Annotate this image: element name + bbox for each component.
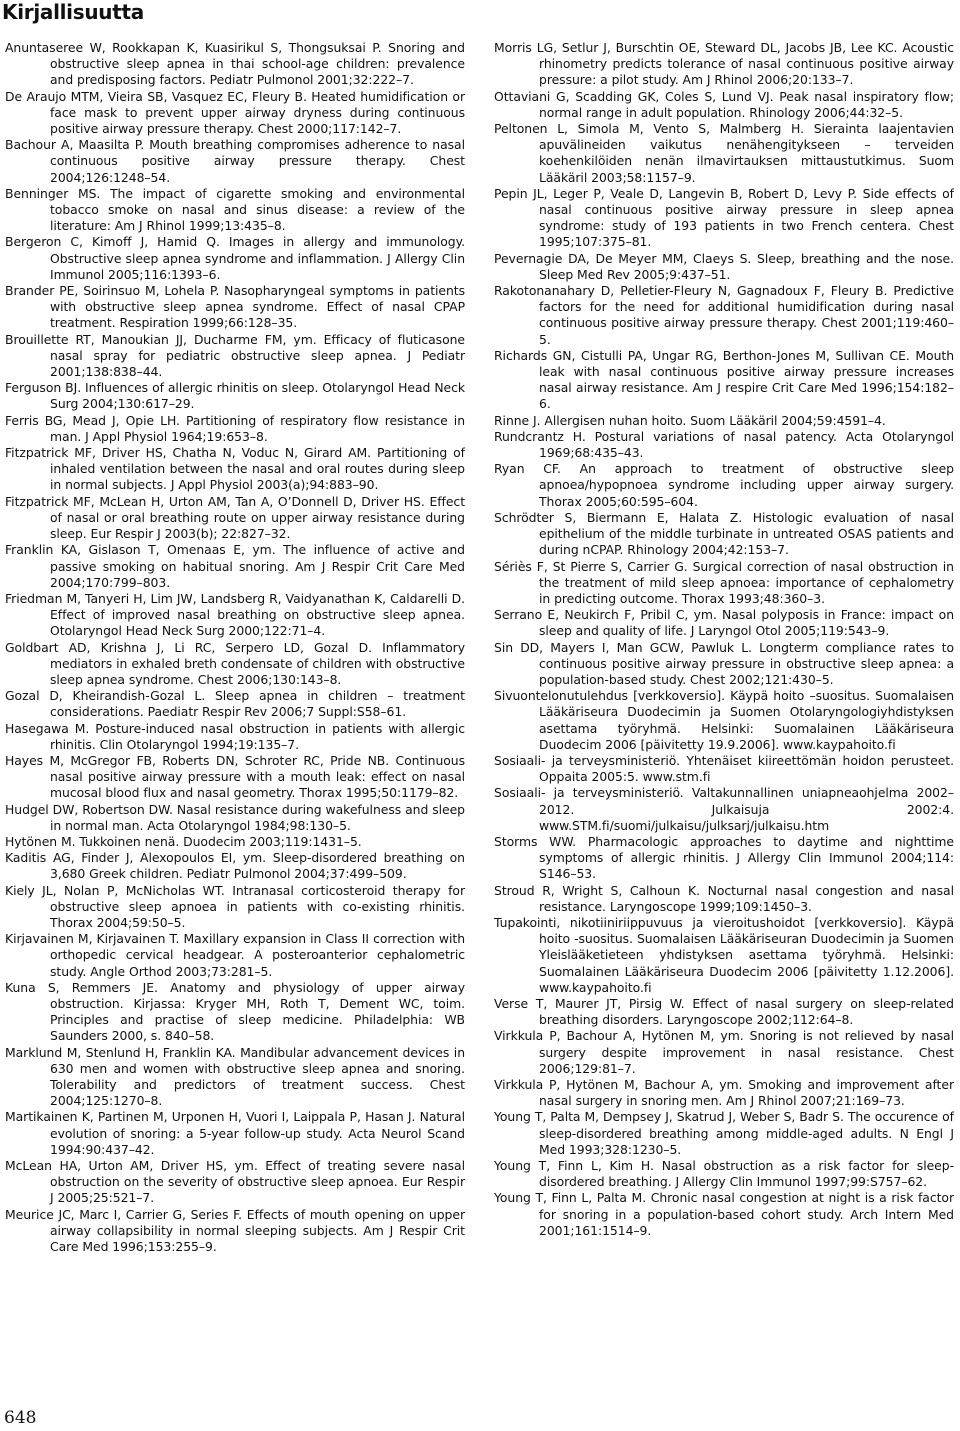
reference-entry: Kiely JL, Nolan P, McNicholas WT. Intranasal corticosteroid therapy for obstructive sleep apnoea in patients with co-existing rhinitis. Thorax 2004;59:50–5. bbox=[5, 882, 465, 930]
reference-entry: Friedman M, Tanyeri H, Lim JW, Landsberg R, Vaidyanathan K, Caldarelli D. Effect of improved nasal breathing on obstructive sleep apnea. Otolaryngol Head Neck Surg 2000;122:71–4. bbox=[5, 590, 465, 639]
reference-entry: Kuna S, Remmers JE. Anatomy and physiology of upper airway obstruction. Kirjassa: Kryger MH, Roth T, Dement WC, toim. Principles and practise of sleep medicine. Philadelphia: WB Saunders 2000, s. 840–58. bbox=[5, 979, 465, 1044]
reference-entry: Rakotonanahary D, Pelletier-Fleury N, Gagnadoux F, Fleury B. Predictive factors for the need for additional humidification during nasal continuous positive airway pressure therapy. Chest 2001;119:460–5. bbox=[494, 283, 954, 347]
reference-entry: Ryan CF. An approach to treatment of obstructive sleep apnoea/hypopnoea syndrome including upper airway surgery. Thorax 2005;60:595–604. bbox=[494, 461, 954, 509]
reference-entry: Storms WW. Pharmacologic approaches to daytime and nighttime symptoms of allergic rhinitis. J Allergy Clin Immunol 2004;114: S146–53. bbox=[494, 833, 954, 882]
reference-entry: Schrödter S, Biermann E, Halata Z. Histologic evaluation of nasal epithelium of the middle turbinate in untreated OSAS patients and during nCPAP. Rhinology 2004;42:153–7. bbox=[494, 509, 954, 558]
reference-entry: Young T, Finn L, Palta M. Chronic nasal congestion at night is a risk factor for snoring in a population-based cohort study. Arch Intern Med 2001;161:1514–9. bbox=[494, 1190, 954, 1238]
reference-entry: Morris LG, Setlur J, Burschtin OE, Steward DL, Jacobs JB, Lee KC. Acoustic rhinometry predicts tolerance of nasal continuous positive airway pressure: a pilot study. Am J Rhinol 2006;20:133–7. bbox=[494, 40, 954, 88]
reference-entry: Sosiaali- ja terveysministeriö. Valtakunnallinen uniapneaohjelma 2002–2012. Julkaisuja 2002:4. www.STM.fi/suomi/julkaisu/julksarj/julkaisu.htm bbox=[494, 785, 954, 833]
reference-entry: Kirjavainen M, Kirjavainen T. Maxillary expansion in Class II correction with orthopedic cervical headgear. A posteroanterior cephalometric study. Angle Orthod 2003;73:281–5. bbox=[5, 931, 465, 979]
reference-entry: Brouillette RT, Manoukian JJ, Ducharme FM, ym. Efficacy of fluticasone nasal spray for pediatric obstructive sleep apnea. J Pediatr 2001;138:838–44. bbox=[5, 331, 465, 380]
reference-entry: Sin DD, Mayers I, Man GCW, Pawluk L. Longterm compliance rates to continuous positive airway pressure in obstructive sleep apnea: a population-based study. Chest 2002;121:430–5. bbox=[494, 639, 954, 687]
reference-entry: Kaditis AG, Finder J, Alexopoulos EI, ym. Sleep-disordered breathing on 3,680 Greek children. Pediatr Pulmonol 2004;37:499–509. bbox=[5, 850, 465, 882]
reference-entry: De Araujo MTM, Vieira SB, Vasquez EC, Fleury B. Heated humidification or face mask to prevent upper airway dryness during continuous positive airway pressure therapy. Chest 2000;117:142–7. bbox=[5, 88, 465, 137]
reference-entry: Benninger MS. The impact of cigarette smoking and environmental tobacco smoke on nasal and sinus disease: a review of the literature: Am J Rhinol 1999;13:435–8. bbox=[5, 185, 465, 234]
reference-entry: Fitzpatrick MF, McLean H, Urton AM, Tan A, O’Donnell D, Driver HS. Effect of nasal or oral breathing route on upper airway resistance during sleep. Eur Respir J 2003(b); 22:827–32. bbox=[5, 493, 465, 542]
reference-entry: Pevernagie DA, De Meyer MM, Claeys S. Sleep, breathing and the nose. Sleep Med Rev 2005;9:437–51. bbox=[494, 250, 954, 282]
reference-entry: Young T, Finn L, Kim H. Nasal obstruction as a risk factor for sleep-disordered breathing. J Allergy Clin Immunol 1997;99:S757–62. bbox=[494, 1158, 954, 1190]
page-number: 648 bbox=[4, 1408, 37, 1428]
references-left-column bbox=[5, 40, 465, 1255]
reference-entry: Young T, Palta M, Dempsey J, Skatrud J, Weber S, Badr S. The occurence of sleep-disordered breathing among middle-aged adults. N Engl J Med 1993;328:1230–5. bbox=[494, 1109, 954, 1157]
reference-entry: Goldbart AD, Krishna J, Li RC, Serpero LD, Gozal D. Inflammatory mediators in exhaled breth condensate of children with obstructive sleep apnea syndrome. Chest 2006;130:143–8. bbox=[5, 639, 465, 687]
reference-entry: Hasegawa M. Posture-induced nasal obstruction in patients with allergic rhinitis. Clin Otolaryngol 1994;19:135–7. bbox=[5, 720, 465, 752]
reference-entry: McLean HA, Urton AM, Driver HS, ym. Effect of treating severe nasal obstruction on the severity of obstructive sleep apnoea. Eur Respir J 2005;25:521–7. bbox=[5, 1158, 465, 1206]
reference-entry: Hayes M, McGregor FB, Roberts DN, Schroter RC, Pride NB. Continuous nasal positive airway pressure with a mouth leak: effect on nasal mucosal blood flux and nasal geometry. Thorax 1995;50:1179–82. bbox=[5, 752, 465, 801]
reference-entry: Brander PE, Soirinsuo M, Lohela P. Nasopharyngeal symptoms in patients with obstructive sleep apnea syndrome. Effect of nasal CPAP treatment. Respiration 1999;66:128–35. bbox=[5, 283, 465, 331]
reference-entry: Gozal D, Kheirandish-Gozal L. Sleep apnea in children – treatment considerations. Paediatr Respir Rev 2006;7 Suppl:S58–61. bbox=[5, 688, 465, 720]
reference-entry: Hudgel DW, Robertson DW. Nasal resistance during wakefulness and sleep in normal man. Acta Otolaryngol 1984;98:130–5. bbox=[5, 801, 465, 833]
reference-entry: Sériès F, St Pierre S, Carrier G. Surgical correction of nasal obstruction in the treatment of mild sleep apnoea: importance of cephalometry in predicting outcome. Thorax 1993;48:360–3. bbox=[494, 558, 954, 606]
reference-entry: Richards GN, Cistulli PA, Ungar RG, Berthon-Jones M, Sullivan CE. Mouth leak with nasal continuous positive airway pressure increases nasal airway resistance. Am J respire Crit Care Med 1996;154:182–6. bbox=[494, 347, 954, 412]
reference-entry: Serrano E, Neukirch F, Pribil C, ym. Nasal polyposis in France: impact on sleep and quality of life. J Laryngol Otol 2005;119:543–9. bbox=[494, 607, 954, 639]
reference-entry: Ferguson BJ. Influences of allergic rhinitis on sleep. Otolaryngol Head Neck Surg 2004;130:617–29. bbox=[5, 380, 465, 412]
reference-entry: Peltonen L, Simola M, Vento S, Malmberg H. Sierainta laajentavien apuvälineiden vaikutus nenähengitykseen – terveiden koehenkilöiden nenän ilmavirtauksen mittaustutkimus. Suom Lääkäril 2003;58:1157–9. bbox=[494, 121, 954, 185]
reference-entry: Pepin JL, Leger P, Veale D, Langevin B, Robert D, Levy P. Side effects of nasal continuous positive airway pressure in sleep apnea syndrome: study of 193 patients in two French centera. Chest 1995;107:375–81. bbox=[494, 185, 954, 250]
reference-entry: Ferris BG, Mead J, Opie LH. Partitioning of respiratory flow resistance in man. J Appl Physiol 1964;19:653–8. bbox=[5, 412, 465, 444]
reference-entry: Sivuontelonutulehdus [verkkoversio]. Käypä hoito –suositus. Suomalaisen Lääkäriseura Duodecimin ja Suomen Otolaryngologiyhdistyksen asettama työryhmä. Helsinki: Suomalainen Lääkäriseura Duodecim 2006 [päivitetty 19.9.2006]. www.kaypahoito.fi bbox=[494, 688, 954, 752]
reference-entry: Fitzpatrick MF, Driver HS, Chatha N, Voduc N, Girard AM. Partitioning of inhaled ventilation between the nasal and oral routes during sleep in normal subjects. J Appl Physiol 2003(a);94:883–90. bbox=[5, 445, 465, 493]
reference-entry: Bergeron C, Kimoff J, Hamid Q. Images in allergy and immunology. Obstructive sleep apnea syndrome and inflammation. J Allergy Clin Immunol 2005;116:1393–6. bbox=[5, 234, 465, 282]
reference-entry: Rundcrantz H. Postural variations of nasal patency. Acta Otolaryngol 1969;68:435–43. bbox=[494, 428, 954, 461]
reference-entry: Virkkula P, Hytönen M, Bachour A, ym. Smoking and improvement after nasal surgery in snoring men. Am J Rhinol 2007;21:169–73. bbox=[494, 1077, 954, 1109]
reference-entry: Franklin KA, Gislason T, Omenaas E, ym. The influence of active and passive smoking on habitual snoring. Am J Respir Crit Care Med 2004;170:799–803. bbox=[5, 542, 465, 590]
page-title: Kirjallisuutta bbox=[2, 0, 144, 24]
reference-entry: Verse T, Maurer JT, Pirsig W. Effect of nasal surgery on sleep-related breathing disorders. Laryngoscope 2002;112:64–8. bbox=[494, 995, 954, 1028]
reference-entry: Ottaviani G, Scadding GK, Coles S, Lund VJ. Peak nasal inspiratory flow; normal range in adult population. Rhinology 2006;44:32–5. bbox=[494, 88, 954, 120]
references-right-column bbox=[494, 40, 954, 1239]
reference-entry: Stroud R, Wright S, Calhoun K. Nocturnal nasal congestion and nasal resistance. Laryngoscope 1999;109:1450–3. bbox=[494, 882, 954, 914]
reference-entry: Virkkula P, Bachour A, Hytönen M, ym. Snoring is not relieved by nasal surgery despite improvement in nasal resistance. Chest 2006;129:81–7. bbox=[494, 1028, 954, 1076]
reference-entry: Tupakointi, nikotiiniriippuvuus ja vieroitushoidot [verkkoversio]. Käypä hoito -suositus. Suomalaisen Lääkäriseuran Duodecimin ja Suomen Yleislääketieteen yhdistyksen asettama työryhmä. Helsinki: Suomalainen Lääkäriseura Duodecim 2006 [päivitetty 1.12.2006]. www.kaypahoito.fi bbox=[494, 914, 954, 995]
reference-entry: Martikainen K, Partinen M, Urponen H, Vuori I, Laippala P, Hasan J. Natural evolution of snoring: a 5-year follow-up study. Acta Neurol Scand 1994:90:437–42. bbox=[5, 1109, 465, 1157]
reference-entry: Marklund M, Stenlund H, Franklin KA. Mandibular advancement devices in 630 men and women with obstructive sleep apnea and snoring. Tolerability and predictors of treatment success. Chest 2004;125:1270–8. bbox=[5, 1044, 465, 1109]
reference-entry: Bachour A, Maasilta P. Mouth breathing compromises adherence to nasal continuous positive airway pressure therapy. Chest 2004;126:1248–54. bbox=[5, 137, 465, 185]
reference-entry: Meurice JC, Marc I, Carrier G, Series F. Effects of mouth opening on upper airway collapsibility in normal sleeping subjects. Am J Respir Crit Care Med 1996;153:255–9. bbox=[5, 1206, 465, 1255]
reference-entry: Rinne J. Allergisen nuhan hoito. Suom Lääkäril 2004;59:4591–4. bbox=[494, 412, 886, 428]
reference-entry: Hytönen M. Tukkoinen nenä. Duodecim 2003;119:1431–5. bbox=[5, 833, 362, 849]
reference-entry: Anuntaseree W, Rookkapan K, Kuasirikul S, Thongsuksai P. Snoring and obstructive sleep apnea in thai school-age children: prevalence and predisposing factors. Pediatr Pulmonol 2001;32:222–7. bbox=[5, 40, 465, 88]
reference-entry: Sosiaali- ja terveysministeriö. Yhtenäiset kiireettömän hoidon perusteet. Oppaita 2005:5. www.stm.fi bbox=[494, 752, 954, 785]
